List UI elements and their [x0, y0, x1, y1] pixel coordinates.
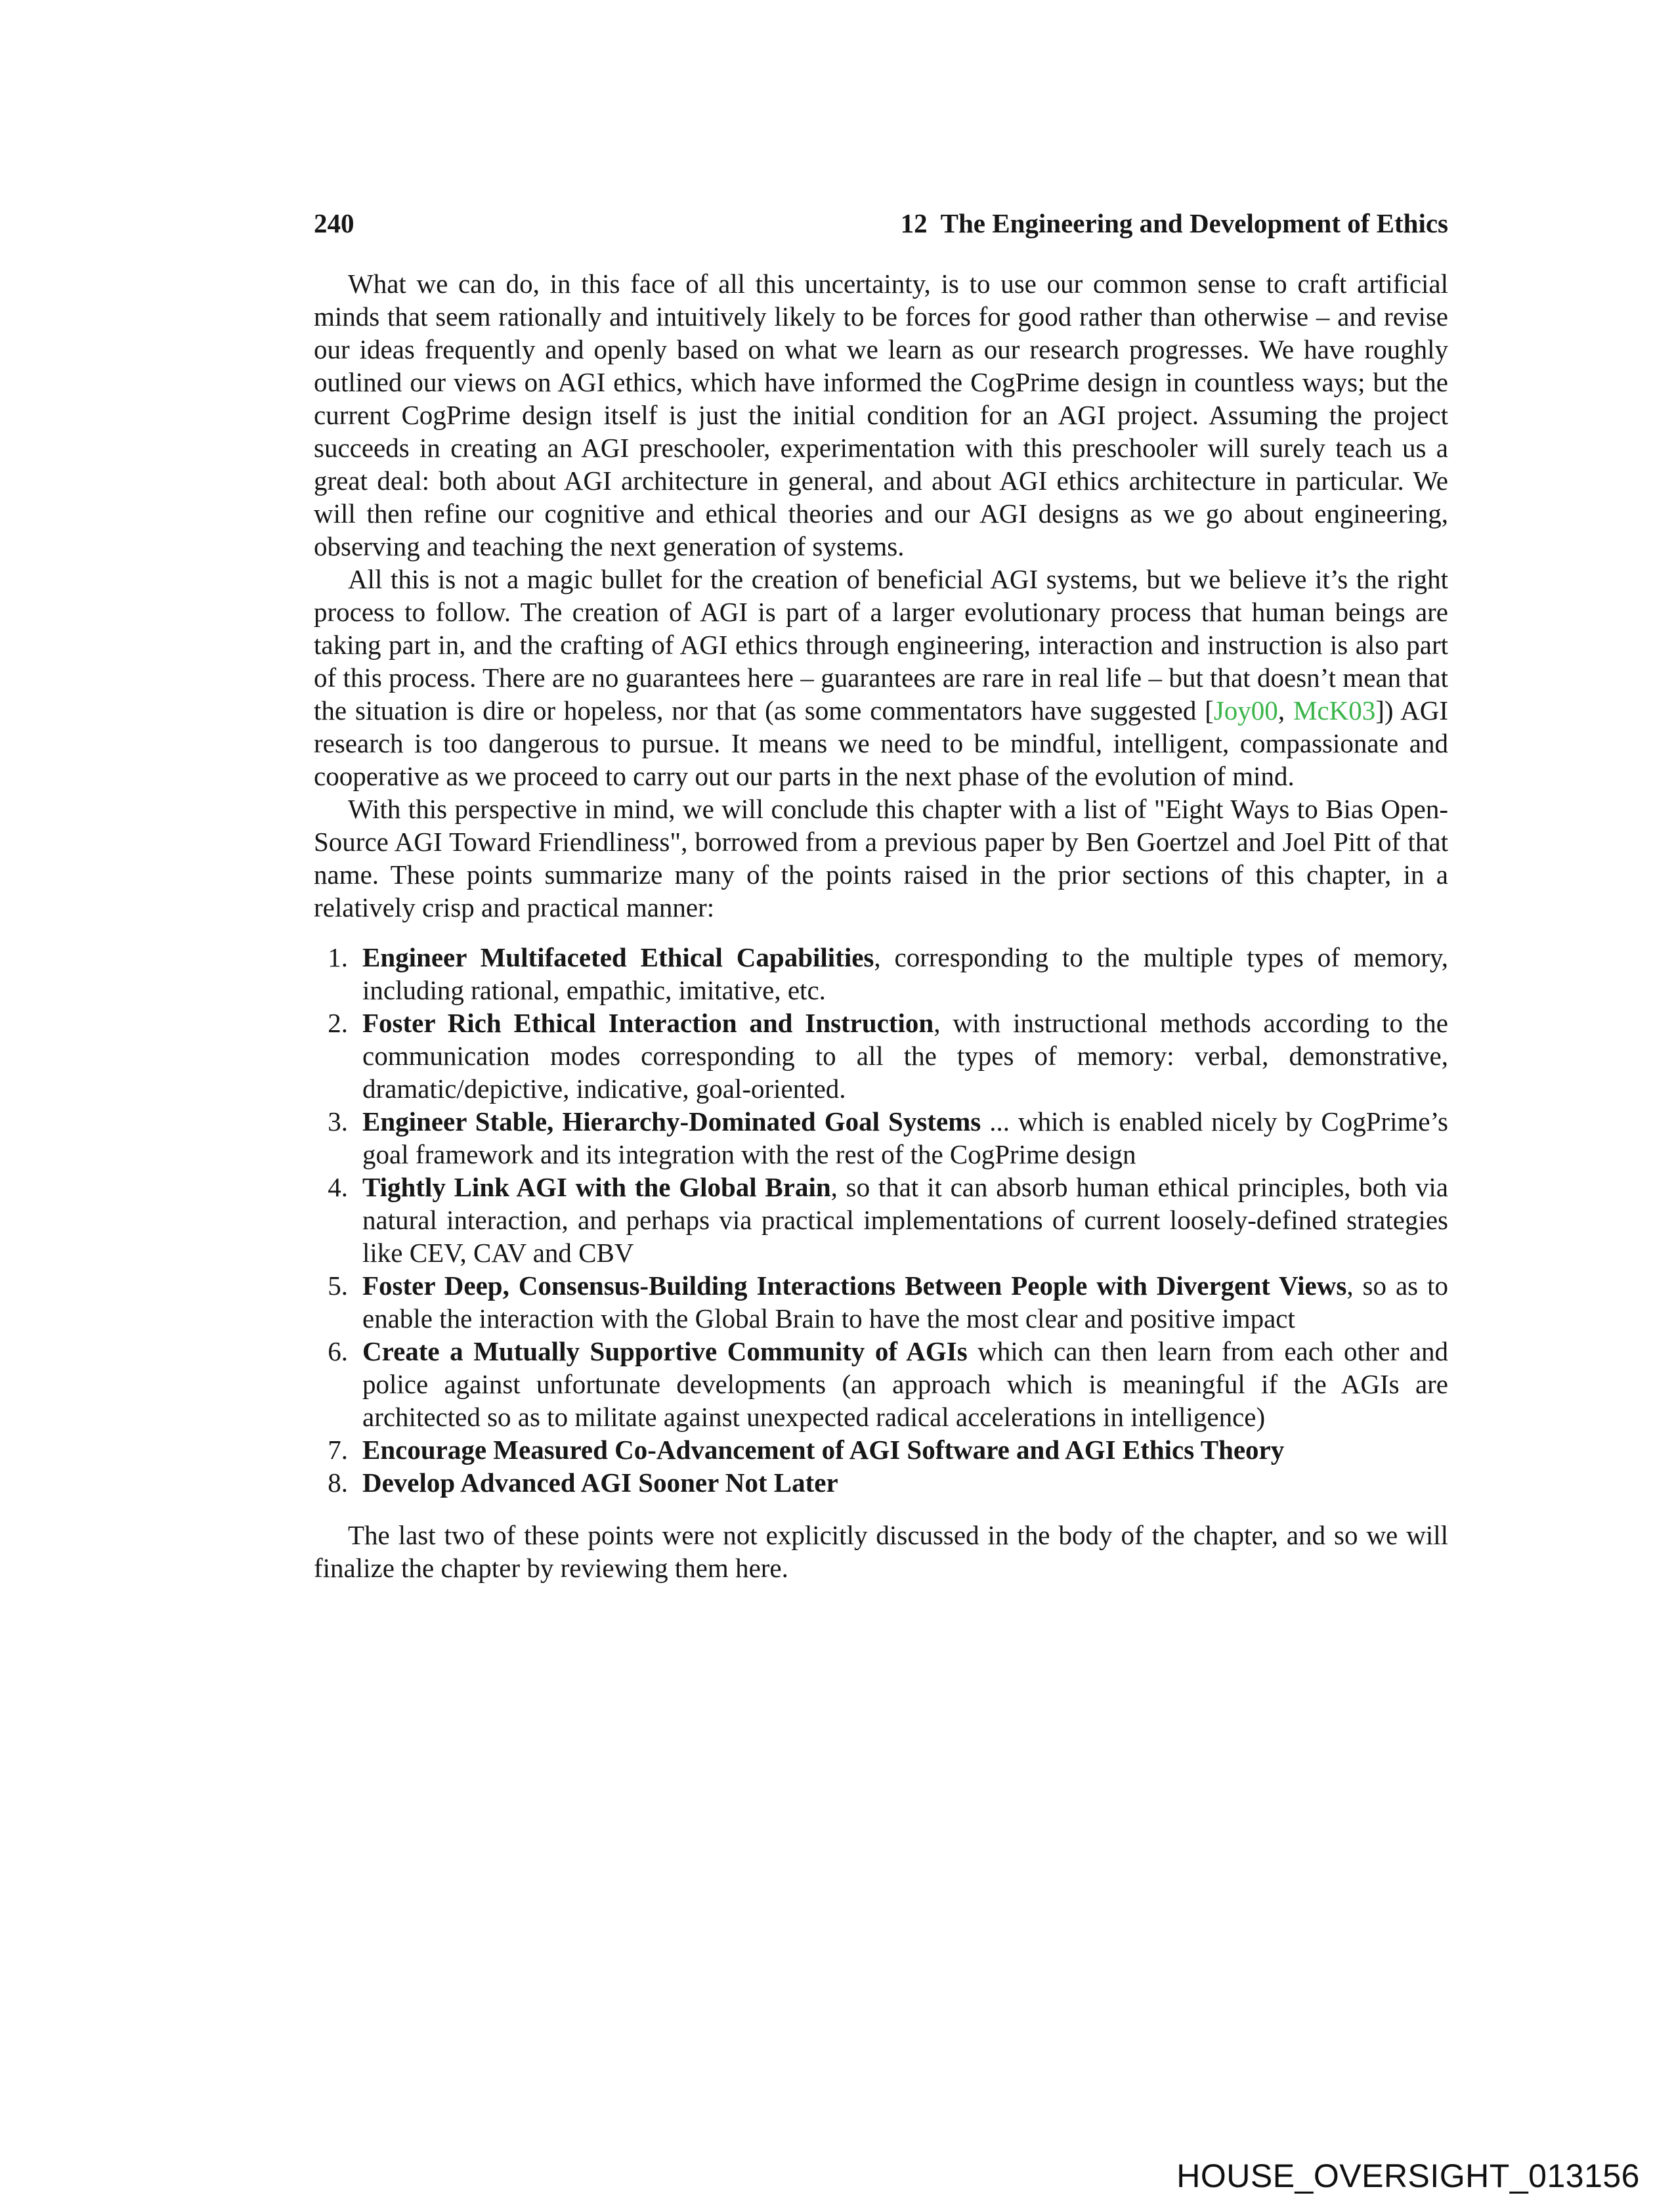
paragraph-2-post: ]) AGI research is too dangerous to pursue. It means we need to be mindful, intelligent, compassionate and cooperative as we proceed to carry out our parts in the next phase of the evolution of mind. — [314, 695, 1448, 791]
paragraph-2-pre: All this is not a magic bullet for the creation of beneficial AGI systems, but we believe it’s the right process to follow. The creation of AGI is part of a larger evolutionary process that human beings are taking part in, and the crafting of AGI ethics through engineering, interaction and instruction is also part of this process. There are no guarantees here – guarantees are rare in real life – but that doesn’t mean that the situation is dire or hopeless, nor that (as some commentators have suggested [ — [314, 564, 1448, 726]
list-item-7-heading: Encourage Measured Co-Advancement of AGI Software and AGI Ethics Theory — [362, 1435, 1285, 1465]
closing-paragraph: The last two of these points were not explicitly discussed in the body of the chapter, and so we will finalize the chapter by reviewing them here. — [314, 1520, 1448, 1583]
list-item-3-number: 3. — [328, 1106, 348, 1137]
list-item-5-heading: Foster Deep, Consensus-Building Interactions Between People with Divergent Views — [362, 1270, 1347, 1301]
list-item-6-text — [362, 1335, 1448, 1433]
list-item-4-text — [362, 1171, 1448, 1269]
eight-ways-list — [314, 941, 1448, 1499]
list-item-5-body: , so as to enable the interaction with the Global Brain to have the most clear and positive impact — [362, 1270, 1448, 1334]
list-item-5-number: 5. — [328, 1270, 348, 1301]
list-item-8-number: 8. — [328, 1467, 348, 1498]
list-item-6-heading: Create a Mutually Supportive Community of AGIs — [362, 1336, 968, 1366]
list-item-8 — [314, 1466, 1448, 1499]
list-item-1-text — [362, 941, 1448, 1007]
list-item-7-number: 7. — [328, 1435, 348, 1465]
list-item-2-text — [362, 1007, 1448, 1105]
list-item-8-heading: Develop Advanced AGI Sooner Not Later — [362, 1467, 838, 1498]
citation-mck03[interactable]: McK03 — [1293, 695, 1376, 726]
list-item-4-number: 4. — [328, 1172, 348, 1202]
list-item-2-heading: Foster Rich Ethical Interaction and Instruction — [362, 1008, 934, 1038]
page-number: 240 — [314, 208, 354, 238]
text-column — [314, 207, 1448, 1584]
list-item-3-body: ... which is enabled nicely by CogPrime’s goal framework and its integration with the rest of the CogPrime design — [362, 1106, 1448, 1169]
list-item-5 — [314, 1269, 1448, 1335]
list-item-6-body: which can then learn from each other and police against unfortunate developments (an approach which is meaningful if the AGIs are architected so as to militate against unexpected radical accelerations in intelligence) — [362, 1336, 1448, 1432]
list-item-1-body: , corresponding to the multiple types of memory, including rational, empathic, imitative, etc. — [362, 942, 1448, 1005]
citation-joy00[interactable]: Joy00 — [1213, 695, 1278, 726]
page-header — [314, 207, 1448, 240]
list-item-6-number: 6. — [328, 1336, 348, 1366]
list-item-2-body: , with instructional methods according to the communication modes corresponding to all the types of memory: verbal, demonstrative, dramatic/depictive, indicative, goal-oriented. — [362, 1008, 1448, 1104]
running-title — [901, 207, 1448, 240]
list-item-2 — [314, 1007, 1448, 1105]
list-item-6 — [314, 1335, 1448, 1433]
list-item-2-number: 2. — [328, 1008, 348, 1038]
list-item-4-body: , so that it can absorb human ethical principles, both via natural interaction, and perhaps via practical implementations of current loosely-defined strategies like CEV, CAV and CBV — [362, 1172, 1449, 1268]
list-item-1 — [314, 941, 1448, 1007]
list-item-7-text — [362, 1433, 1448, 1466]
list-item-3 — [314, 1105, 1448, 1171]
list-item-3-text — [362, 1105, 1448, 1171]
list-item-3-heading: Engineer Stable, Hierarchy-Dominated Goal Systems — [362, 1106, 981, 1137]
paragraph-magic-bullet — [314, 563, 1448, 792]
list-item-1-number: 1. — [328, 942, 348, 972]
list-item-4-heading: Tightly Link AGI with the Global Brain — [362, 1172, 831, 1202]
list-item-5-text — [362, 1269, 1448, 1335]
list-item-1-heading: Engineer Multifaceted Ethical Capabilities — [362, 942, 874, 972]
watermark-stamp: HOUSE_OVERSIGHT_013156 — [1176, 2158, 1640, 2194]
paragraph-eight-ways-intro: With this perspective in mind, we will conclude this chapter with a list of "Eight Ways to Bias Open-Source AGI Toward Friendliness", borrowed from a previous paper by Ben Goertzel and Joel Pitt of that name. These points summarize many of the points raised in the prior sections of this chapter, in a relatively crisp and practical manner: — [314, 794, 1448, 922]
list-item-4 — [314, 1171, 1448, 1269]
running-title-text: The Engineering and Development of Ethics — [940, 208, 1448, 238]
running-title-chapter-number: 12 — [900, 208, 928, 238]
body-text — [314, 267, 1448, 1584]
paragraph-uncertainty: What we can do, in this face of all this uncertainty, is to use our common sense to craft artificial minds that seem rationally and intuitively likely to be forces for good rather than otherwise – and revise our ideas frequently and openly based on what we learn as our research progresses. We have roughly outlined our views on AGI ethics, which have informed the CogPrime design in countless ways; but the current CogPrime design itself is just the initial condition for an AGI project. Assuming the project succeeds in creating an AGI preschooler, experimentation with this preschooler will surely teach us a great deal: both about AGI architecture in general, and about AGI ethics architecture in particular. We will then refine our cognitive and ethical theories and our AGI designs as we go about engineering, observing and teaching the next generation of systems. — [314, 269, 1448, 561]
list-item-7 — [314, 1433, 1448, 1466]
list-item-8-text — [362, 1466, 1448, 1499]
citation-separator: , — [1277, 695, 1293, 726]
